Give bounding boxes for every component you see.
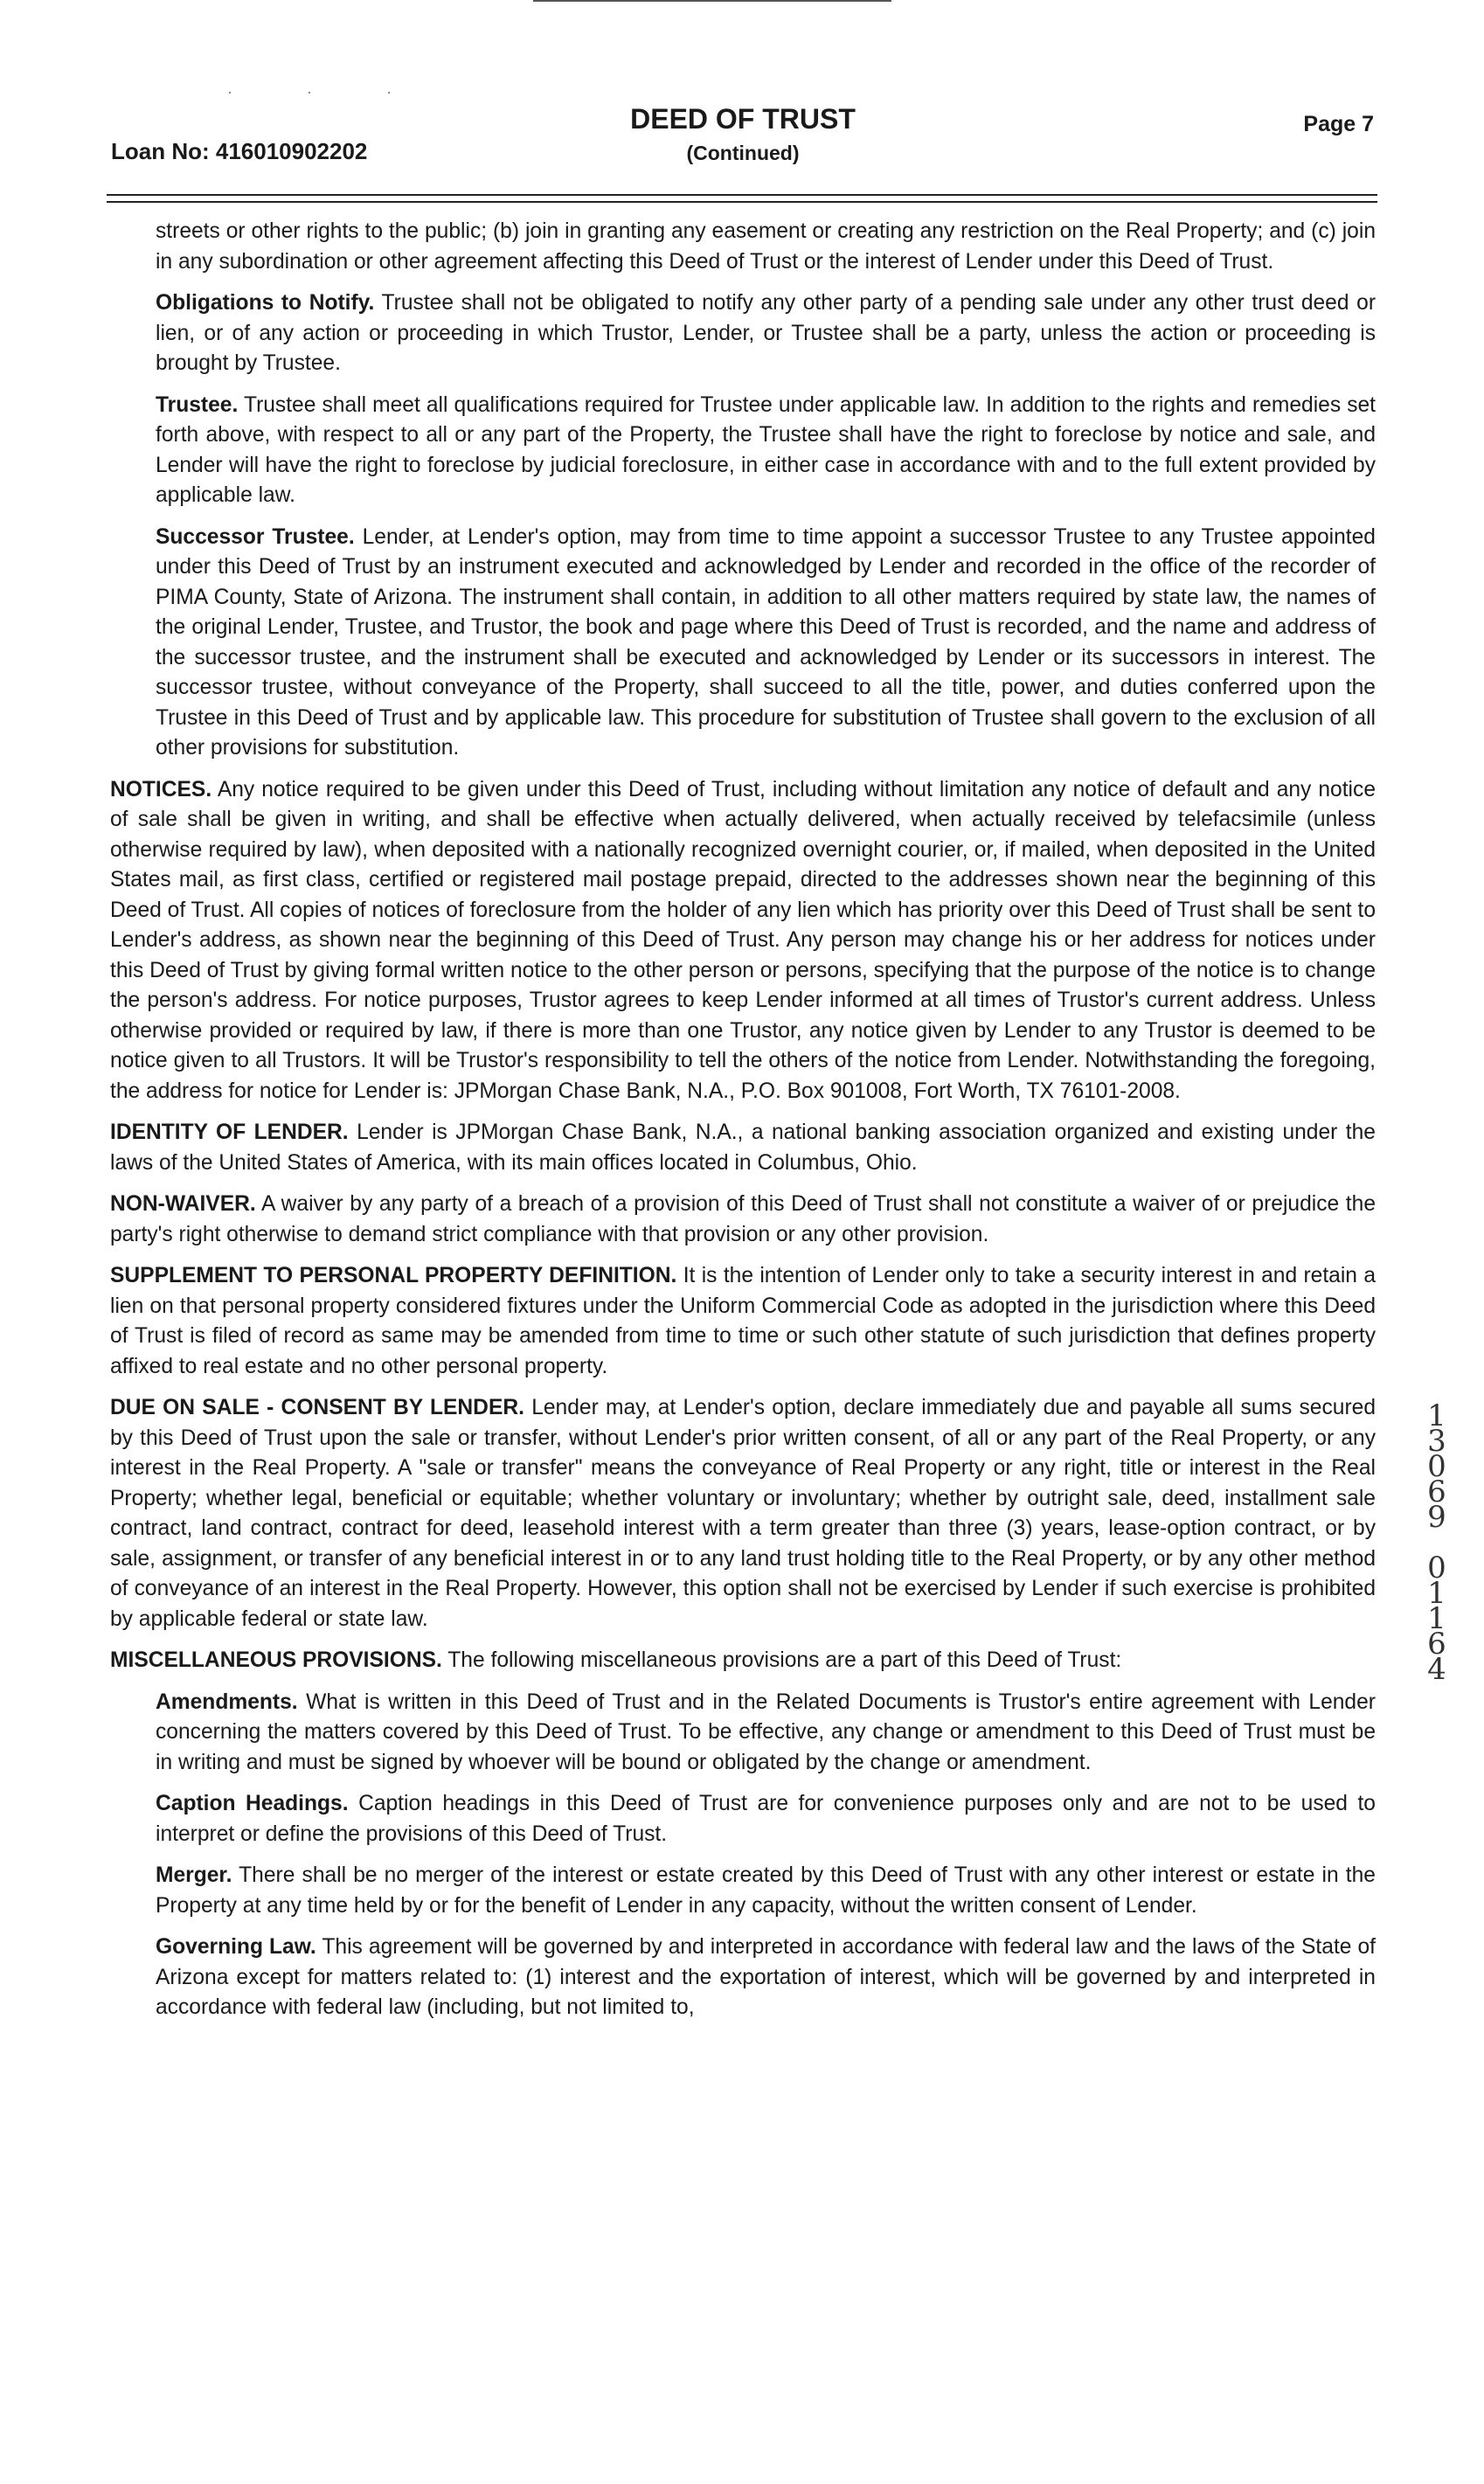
paragraph-text: Lender, at Lender's option, may from time to time appoint a successor Trustee to any Trustee appointed under this Deed of Trust by an instrument executed and acknowledged by Lender and recorded in the office of the recorder of PIMA County, State of Arizona. The instrument shall contain, in addition to all other matters required by state law, the names of the original Lender, Trustee, and Trustor, the book and page where this Deed of Trust is recorded, and the name and address of the successor trustee, and the instrument shall be executed and acknowledged by Lender or its successors in interest. The successor trustee, without conveyance of the Property, shall succeed to all the title, power, and duties conferred upon the Trustee in this Deed of Trust and by applicable law. This procedure for substitution of Trustee shall govern to the exclusion of all other provisions for substitution. <box>156 524 1376 760</box>
paragraph-heading: MISCELLANEOUS PROVISIONS. <box>110 1648 442 1672</box>
paragraph-caption-headings <box>156 1789 1376 1849</box>
paragraph-heading: DUE ON SALE - CONSENT BY LENDER. <box>110 1396 524 1419</box>
paragraph-heading: Merger. <box>156 1863 232 1887</box>
paragraph-obligations-to-notify <box>156 288 1376 379</box>
paragraph-heading: Successor Trustee. <box>156 524 355 549</box>
recording-stamp: 1 3 0 6 9 0 1 1 6 4 <box>1427 1398 1446 1687</box>
paragraph-text: There shall be no merger of the interest or estate created by this Deed of Trust with any other interest or estate in the Property at any time held by or for the benefit of Lender in any capacity, without the written consent of Lender. <box>156 1863 1376 1918</box>
page-number: Page 7 <box>1303 112 1374 136</box>
document-title: DEED OF TRUST <box>630 103 856 135</box>
paragraph-heading: IDENTITY OF LENDER. <box>110 1121 349 1144</box>
paragraph-heading: Obligations to Notify. <box>156 291 375 315</box>
header-rule-top <box>107 194 1377 196</box>
paragraph-governing-law <box>156 1932 1376 2023</box>
paragraph-heading: Amendments. <box>156 1690 298 1714</box>
paragraph-amendments <box>156 1688 1376 1779</box>
loan-number: Loan No: 416010902202 <box>111 138 368 164</box>
paragraph-notices <box>110 775 1376 1107</box>
paragraph-miscellaneous-provisions <box>110 1646 1376 1676</box>
paragraph-text: It is the intention of Lender only to take a security interest in and retain a lien on that personal property considered fixtures under the Uniform Commercial Code as adopted in the jurisdiction where this Deed of Trust is filed of record as same may be amended from time to time or such other statute of such jurisdiction that defines property affixed to real estate and no other personal property. <box>110 1264 1376 1378</box>
document-body <box>110 217 1376 2035</box>
paragraph-heading: NON-WAIVER. <box>110 1192 256 1216</box>
paragraph-supplement-personal-property <box>110 1261 1376 1382</box>
paragraph-heading: Caption Headings. <box>156 1792 349 1815</box>
paragraph-trustee <box>156 391 1376 511</box>
paragraph-successor-trustee <box>156 523 1376 764</box>
scan-specks: · · · <box>227 83 426 101</box>
paragraph-heading: SUPPLEMENT TO PERSONAL PROPERTY DEFINITION. <box>110 1264 677 1287</box>
paragraph-text: What is written in this Deed of Trust and in the Related Documents is Trustor's entire agreement with Lender concerning the matters covered by this Deed of Trust. To be effective, any change or amendment to this Deed of Trust must be in writing and must be signed by whoever will be bound or obligated by the change or amendment. <box>156 1690 1376 1774</box>
top-scan-line <box>533 0 891 2</box>
paragraph-text: Trustee shall not be obligated to notify any other party of a pending sale under any other trust deed or lien, or of any action or proceeding in which Trustor, Lender, or Trustee shall be a party, unless the action or proceeding is brought by Trustee. <box>156 291 1377 375</box>
paragraph-text: Lender is JPMorgan Chase Bank, N.A., a national banking association organized and existing under the laws of the United States of America, with its main offices located in Columbus, Ohio. <box>110 1121 1376 1175</box>
paragraph-text: Trustee shall meet all qualifications required for Trustee under applicable law. In addition to the rights and remedies set forth above, with respect to all or any part of the Property, the Trustee shall have the right to foreclose by notice and sale, and Lender will have the right to foreclose by judicial foreclosure, in either case in accordance with and to the full extent provided by applicable law. <box>156 392 1377 507</box>
paragraph-continuation <box>156 217 1376 277</box>
paragraph-text: Lender may, at Lender's option, declare immediately due and payable all sums secured by this Deed of Trust upon the sale or transfer, without Lender's prior written consent, of all or any part of the Real Property, or any interest in the Real Property. A "sale or transfer" means the conveyance of Real Property or any right, title or interest in the Real Property; whether legal, beneficial or equitable; whether voluntary or involuntary; whether by outright sale, deed, installment sale contract, land contract, contract for deed, leasehold interest with a term greater than three (3) years, lease-option contract, or by sale, assignment, or transfer of any beneficial interest in or to any land trust holding title to the Real Property, or by any other method of conveyance of an interest in the Real Property. However, this option shall not be exercised by Lender if such exercise is prohibited by applicable federal or state law. <box>110 1396 1376 1631</box>
paragraph-due-on-sale <box>110 1393 1376 1634</box>
paragraph-heading: Trustee. <box>156 392 239 417</box>
paragraph-identity-of-lender <box>110 1118 1376 1178</box>
paragraph-text: Caption headings in this Deed of Trust are for convenience purposes only and are not to be used to interpret or define the provisions of this Deed of Trust. <box>156 1792 1376 1846</box>
paragraph-text: The following miscellaneous provisions are a part of this Deed of Trust: <box>447 1648 1122 1672</box>
paragraph-merger <box>156 1861 1376 1921</box>
document-subtitle: (Continued) <box>686 142 800 164</box>
paragraph-text: This agreement will be governed by and interpreted in accordance with federal law and the laws of the State of Arizona except for matters related to: (1) interest and the exportation of interest, which will be governed by and interpreted in accordance with federal law (including, but not limited to, <box>156 1935 1377 2019</box>
paragraph-heading: Governing Law. <box>156 1935 316 1959</box>
paragraph-heading: NOTICES. <box>110 777 212 801</box>
paragraph-non-waiver <box>110 1190 1376 1250</box>
header-rule-bottom <box>107 201 1377 203</box>
paragraph-text: Any notice required to be given under this Deed of Trust, including without limitation any notice of default and any notice of sale shall be given in writing, and shall be effective when actually delivered, when actually received by telefacsimile (unless otherwise required by law), when deposited with a nationally recognized overnight courier, or, if mailed, when deposited in the United States mail, as first class, certified or registered mail postage prepaid, directed to the addresses shown near the beginning of this Deed of Trust. All copies of notices of foreclosure from the holder of any lien which has priority over this Deed of Trust shall be sent to Lender's address, as shown near the beginning of this Deed of Trust. Any person may change his or her address for notices under this Deed of Trust by giving formal written notice to the other person or persons, specifying that the purpose of the notice is to change the person's address. For notice purposes, Trustor agrees to keep Lender informed at all times of Trustor's current address. Unless otherwise provided or required by law, if there is more than one Trustor, any notice given by Lender to any Trustor is deemed to be notice given to all Trustors. It will be Trustor's responsibility to tell the others of the notice from Lender. Notwithstanding the foregoing, the address for notice for Lender is: JPMorgan Chase Bank, N.A., P.O. Box 901008, Fort Worth, TX 76101-2008. <box>110 777 1376 1103</box>
paragraph-text: A waiver by any party of a breach of a provision of this Deed of Trust shall not constitute a waiver of or prejudice the party's right otherwise to demand strict compliance with that provision or any other provision. <box>110 1192 1376 1246</box>
paragraph-text: streets or other rights to the public; (b) join in granting any easement or creating any restriction on the Real Property; and (c) join in any subordination or other agreement affecting this Deed of Trust or the interest of Lender under this Deed of Trust. <box>156 219 1376 274</box>
